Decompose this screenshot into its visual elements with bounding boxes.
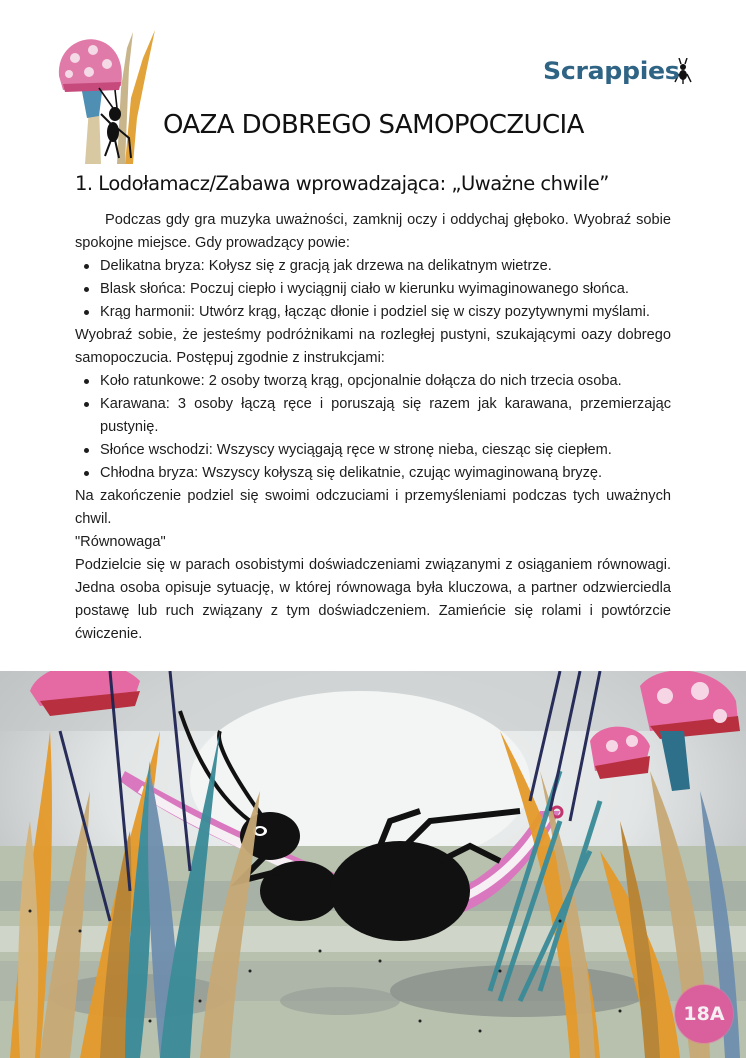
- subheading-balance: "Równowaga": [75, 534, 166, 550]
- list-item: Blask słońca: Poczuj ciepło i wyciągnij ciało w kierunku wyimaginowanego słońca.: [100, 278, 671, 301]
- list-item: Delikatna bryza: Kołysz się z gracją jak drzewa na delikatnym wietrze.: [100, 255, 671, 278]
- section-title: 1. Lodołamacz/Zabawa wprowadzająca: „Uważne chwile”: [75, 172, 609, 195]
- page-title: OAZA DOBREGO SAMOPOCZUCIA: [163, 110, 584, 140]
- mushroom-ant-illustration: [55, 28, 165, 164]
- list-item: Krąg harmonii: Utwórz krąg, łącząc dłonie i podziel się w ciszy pozytywnymi myślami.: [100, 301, 671, 324]
- body-text: [75, 209, 671, 646]
- list-item: Chłodna bryza: Wszyscy kołyszą się delikatnie, czując wyimaginowaną bryzę.: [100, 462, 671, 485]
- balance-paragraph: Podzielcie się w parach osobistymi doświadczeniami związanymi z osiąganiem równowagi. Jedna osoba opisuje sytuację, w której równowaga była kluczowa, a partner odzwierciedla postawę lub ruch związany z tym doświadczeniem. Zamieńcie się rolami i powtórzcie ćwiczenie.: [75, 557, 671, 642]
- scrappies-logo: [543, 54, 692, 88]
- instruction-list-1: [75, 255, 671, 324]
- logo-text: Scrappies: [543, 57, 680, 85]
- desert-paragraph: Wyobraź sobie, że jesteśmy podróżnikami na rozległej pustyni, szukającymi oazy dobrego samopoczucia. Postępuj zgodnie z instrukcjami:: [75, 327, 671, 366]
- list-item: Koło ratunkowe: 2 osoby tworzą krąg, opcjonalnie dołącza do nich trzecia osoba.: [100, 370, 671, 393]
- list-item: Karawana: 3 osoby łączą ręce i poruszają się razem jak karawana, przemierzając pustynię.: [100, 393, 671, 439]
- instruction-list-2: [75, 370, 671, 485]
- list-item: Słońce wschodzi: Wszyscy wyciągają ręce w stronę nieba, ciesząc się ciepłem.: [100, 439, 671, 462]
- closing-paragraph: Na zakończenie podziel się swoimi odczuciami i przemyśleniami podczas tych uważnych chwil.: [75, 488, 671, 527]
- page-number-badge: 18A: [675, 985, 733, 1043]
- ant-hammock-illustration: [0, 671, 746, 1058]
- intro-paragraph: Podczas gdy gra muzyka uważności, zamknij oczy i oddychaj głęboko. Wyobraź sobie spokojne miejsce. Gdy prowadzący powie:: [75, 212, 671, 251]
